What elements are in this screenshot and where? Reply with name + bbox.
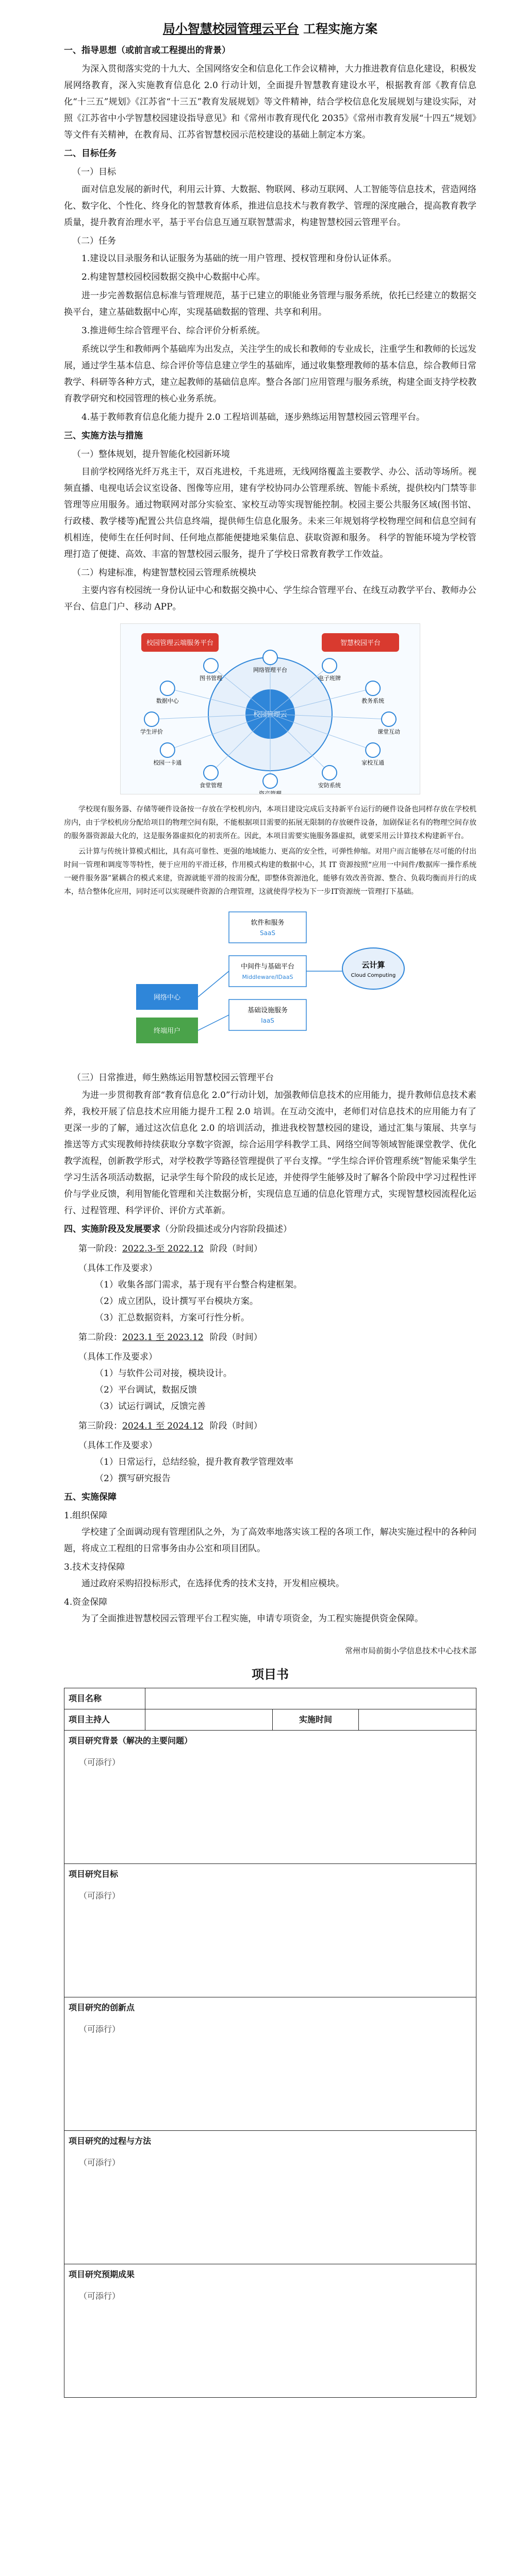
project-section-hint: （可添行） <box>79 2291 121 2301</box>
section-2-heading: 二、目标任务 <box>64 148 117 159</box>
method-c-title: （三）日常推进，师生熟练运用智慧校园云管理平台 <box>72 1073 274 1083</box>
method-b-title: （二）构建标准，构建智慧校园云管理系统模块 <box>72 568 256 578</box>
project-name-row <box>64 1688 476 1709</box>
goal-title: （一）目标 <box>72 167 116 177</box>
phase-task: （1）日常运行，总结经验，提升教育教学管理效率 <box>95 1457 293 1467</box>
left-panel-label: 校园管理云端服务平台 <box>146 639 214 647</box>
phase-note: （具体工作及要求） <box>78 1263 157 1274</box>
phase-task: （3）试运行调试，反馈完善 <box>95 1401 206 1412</box>
node-icon <box>263 650 277 665</box>
phase-task: （2）撰写研究报告 <box>95 1473 171 1484</box>
phase-tasks <box>95 1365 476 1415</box>
guarantee-list <box>64 1507 476 1627</box>
guarantee-body: 学校建了全面调动现有管理团队之外，为了高效率地落实该工程的各项工作，解决实施过程中的各种问题，将成立工程组的日常事务由办公室和项目团队。 <box>64 1527 476 1554</box>
node-label: 安防系统 <box>318 782 341 789</box>
phase-tasks <box>95 1454 476 1487</box>
project-owner-row <box>64 1709 476 1731</box>
node-label: 电子班牌 <box>318 675 341 682</box>
guarantee-body: 为了全面推进智慧校园云管理平台工程实施，申请专项资金，为工程实施提供资金保障。 <box>81 1614 423 1624</box>
section-1-paragraph: 为深入贯彻落实党的十九大、全国网络安全和信息化工作会议精神，大力推进教育信息化建设，积极发展网络教育，深入实施教育信息化 2.0 行动计划，全面提升智慧教育建设水平，根据教育部《教育信息化“十三五”规划》《江苏省“十三五”教育发展规划》等文件精神，结合学校信息化发展规划与建设实际，对照《江苏省中小学智慧校园建设指导意见》和《常州市教育现代化 2035》《常州市教育发展“十四五”规划》等文件有关精神，在教育局、江苏省智慧校园示范校建设的基础上制定本方案。 <box>64 64 476 140</box>
title-rest: 工程实施方案 <box>303 21 378 36</box>
phase-label: 第三阶段： <box>78 1421 122 1431</box>
phase-task: （2）平台调试，数据反馈 <box>95 1385 197 1395</box>
node-icon <box>204 658 218 673</box>
task-3-paragraph: 系统以学生和教师两个基础库为出发点，关注学生的成长和教师的专业成长，注重学生和教师的长远发展，通过学生基本信息、综合评价等信息建立学生的基础库，通过收集整理教师的基本信息，综合教师日常教学、科研等各种方式，建立起教师的基础信息库。整合各部门应用管理与服务系统，构建全面支持学校教育教学研究和校园管理的核心业务系统。 <box>64 344 476 404</box>
iaas-label: 基础设施服务 <box>247 1007 288 1014</box>
phase-note: （具体工作及要求） <box>78 1352 157 1362</box>
cloud-architecture-svg <box>116 907 425 1061</box>
cloud-label: 云计算 <box>361 960 385 970</box>
method-c-paragraph: 为进一步贯彻教育部“教育信息化 2.0”行动计划，加强教师信息技术的应用能力，提升教师信息技术素养，我校开展了信息技术应用能力提升工程 2.0 培训。在互动交流中，老师们对信息技术的应用能力有了更深一步的了解，通过这次信息化 2.0 的培训活动，推进我校智慧校园的建设，通过汇集与策展、共享与推送等方式实现教师持续获取分享数字资源，综合运用学科教学工具、网络空间等领域智能课堂教学、优化教学流程，创新教学形式，对学校教学等路径管理提供了平台支撑。“学生综合评价管理系统”智能采集学生学习生活各项活动数据，记录学生每个阶段的成长足迹，并使得学生能够及时了解各个阶段中学习过程性评价与学业反馈，利用智能化管理和关注数据分析，实现信息互通的信息化管理方式，实现智慧校园流程化运行、过程管理、科学评价、评价方式革新。 <box>64 1090 476 1216</box>
project-section-hint: （可添行） <box>79 2158 121 2167</box>
project-section-row <box>64 2131 476 2264</box>
project-section-row <box>64 1997 476 2131</box>
phase-range: 2023.1 至 2023.12 <box>122 1332 204 1343</box>
phase-suffix: 阶段（时间） <box>209 1421 262 1431</box>
method-a-title: （一）整体规划，提升智能化校园新环境 <box>72 449 230 460</box>
project-section-cell[interactable] <box>64 1997 476 2131</box>
saas-box <box>229 912 306 943</box>
platform-figure-svg <box>121 624 420 794</box>
project-section-row <box>64 2264 476 2398</box>
project-table <box>64 1688 476 2398</box>
iaas-box <box>229 999 306 1030</box>
node-label: 食堂管理 <box>200 782 222 789</box>
project-section-cell[interactable] <box>64 1731 476 1864</box>
node-label: 学生评价 <box>140 728 163 735</box>
phase-range: 2024.1 至 2024.12 <box>122 1421 204 1431</box>
node-icon <box>144 712 159 726</box>
node-label: 校园一卡通 <box>153 759 182 766</box>
project-section-cell[interactable] <box>64 1864 476 1997</box>
iaas-en: IaaS <box>261 1017 274 1024</box>
node-label: 数据中心 <box>156 698 179 704</box>
middleware-box <box>229 956 306 987</box>
section-4-heading-text: 四、实施阶段及发展要求 <box>64 1224 160 1234</box>
cloud-sub: Cloud Computing <box>351 973 396 978</box>
phase-task: （2）成立团队，设计撰写平台模块方案。 <box>95 1296 258 1307</box>
middleware-en: Middleware/IDaaS <box>242 974 293 980</box>
saas-en: SaaS <box>260 929 275 937</box>
section-3-heading: 三、实施方法与措施 <box>64 431 143 441</box>
phase-task: （1）与软件公司对接，模块设计。 <box>95 1368 232 1379</box>
link-client-iaas <box>198 1015 229 1030</box>
node-label: 资产管理 <box>259 790 282 794</box>
document-content <box>64 21 476 2398</box>
section-5-heading: 五、实施保障 <box>64 1492 117 1502</box>
cloud-paragraph: 云计算与传统计算模式相比，具有高可靠性、更强的地域能力、更高的安全性，可弹性伸缩。对用户而言能够在尽可能的付出时间一管理和调度等等特性，便于应用的平滑迁移，作用模式构建的数据中心，其 IT 资源按照“应用一中间件/数据库一操作系统一硬件服务器”紧耦合的模式来建，资源就能平滑的按需分配，即整体资源池化，能够有效改善资源、整合、负载均衡而并行的成本，结合整体化应用，同时还可以实现硬件资源的合理管理，这就使得学校为下一步IT资源统一管理打下基础。 <box>64 848 476 896</box>
node-label: 图书管理 <box>200 675 222 682</box>
cloud-architecture-figure <box>116 907 425 1061</box>
project-owner-value[interactable] <box>145 1709 273 1731</box>
node-icon <box>160 681 175 696</box>
project-title: 项目书 <box>252 1667 289 1682</box>
method-a-paragraph: 目前学校网络光纤万兆主干，双百兆进校，千兆进班，无线网络覆盖主要教学、办公、活动等场所。视频直播、电视电话会议室设备、图像等应用，建有学校协同办公管理系统、智能卡系统，提供校内门禁等非管理等应用服务。通过物联网对部分实验室、家校互动等实现智能控制。校园主要公共服务区域(图书馆、行政楼、教学楼等)配置公共信息终端，提供师生信息化服务。未来三年规划将学校物理空间和信息空间有机相连，使师生在任何时间、任何地点都能便捷地采集信息、获取资源和服务。 科学的智能环境为学校管理打造了便捷、高效、丰富的智慧校园云服务，提升了学校日常教育教学工作效益。 <box>64 467 476 560</box>
phase-tasks <box>95 1277 476 1326</box>
phase-label: 第二阶段： <box>78 1332 122 1343</box>
footer-organization: 常州市局前街小学信息技术中心技术部 <box>344 1646 476 1655</box>
task-1: 1.建设以目录服务和认证服务为基础的统一用户管理、授权管理和身份认证体系。 <box>81 253 397 264</box>
project-sections <box>64 1731 476 2398</box>
task-3: 3.推进师生综合管理平台、综合评价分析系统。 <box>81 326 266 336</box>
phase-task: （1）收集各部门需求，基于现有平台整合构建框架。 <box>95 1280 302 1290</box>
platform-figure <box>120 623 420 794</box>
project-name-label: 项目名称 <box>64 1688 145 1709</box>
guarantee-title: 4.资金保障 <box>64 1597 108 1607</box>
server-paragraph: 学校现有服务器、存储等硬件设备按一存放在学校机房内，本项目建设完成后支持新平台运行的硬件设备也同样存放在学校机房内，由于学校机房分配给项目的物理空间有限，不能根据项目需要的拓展无限制的存放硬件设备，加剧保证名有的物理空间存放的服务器资源最大化的，这是服务器虚拟化的初衷所在。因此，本项目需要实施服务器虚拟，就要采用云计算技术构建新平台。 <box>64 805 476 840</box>
project-section-row <box>64 1864 476 1997</box>
middleware-label: 中间件与基础平台 <box>240 963 295 971</box>
project-time-value[interactable] <box>359 1709 476 1731</box>
project-section-label: 项目研究的过程与方法 <box>69 2136 152 2146</box>
project-section-label: 项目研究背景（解决的主要问题） <box>69 1736 193 1745</box>
phase-suffix: 阶段（时间） <box>209 1244 262 1254</box>
project-section-hint: （可添行） <box>79 2024 121 2034</box>
right-panel-label: 智慧校园平台 <box>340 639 381 647</box>
node-label: 教务系统 <box>361 698 385 704</box>
section-4-heading-note: （分阶段描述或分内容阶段描述） <box>160 1224 292 1234</box>
phase-range: 2022.3-至 2022.12 <box>122 1244 204 1254</box>
project-section-hint: （可添行） <box>79 1891 121 1901</box>
method-b-paragraph: 主要内容有校园统一身份认证中心和数据交换中心、学生综合管理平台、在线互动教学平台、教师办公平台、信息门户、移动 APP。 <box>64 585 476 612</box>
node-label: 课堂互动 <box>377 728 400 735</box>
phase-header <box>78 1418 476 1434</box>
title-unit: 局小智慧校园管理云平台 <box>162 21 299 36</box>
project-section-label: 项目研究目标 <box>69 1869 119 1879</box>
client-bottom-label: 终端用户 <box>153 1027 181 1035</box>
section-1-heading: 一、指导思想（或前言或工程提出的背景） <box>64 45 230 56</box>
project-section-label: 项目研究预期成果 <box>69 2269 135 2279</box>
task-2: 2.构建智慧校园校园数据交换中心数据中心库。 <box>81 272 266 282</box>
phase-task: （3）汇总数据资料，方案可行性分析。 <box>95 1313 250 1323</box>
project-section-row <box>64 1731 476 1864</box>
node-icon <box>366 681 380 696</box>
node-icon <box>204 766 218 780</box>
project-section-cell[interactable] <box>64 2264 476 2398</box>
project-name-value[interactable] <box>145 1688 476 1709</box>
node-icon <box>322 658 337 673</box>
project-section-label: 项目研究的创新点 <box>69 2003 135 2012</box>
task-title: （二）任务 <box>72 236 116 246</box>
client-top-label: 网络中心 <box>153 994 181 1002</box>
task-4: 4.基于教师教育信息化能力提升 2.0 工程培训基础，逐步熟练运用智慧校园云管理平台。 <box>81 412 425 422</box>
task-2-paragraph: 进一步完善数据信息标准与管理规范，基于已建立的职能业务管理与服务系统，依托已经建立的数据交换平台，建立基础数据中心库，实现基础数据的管理、共享和利用。 <box>64 291 476 317</box>
link-client-middleware <box>198 971 229 997</box>
node-icon <box>366 743 380 757</box>
guarantee-title: 3.技术支持保障 <box>64 1562 125 1572</box>
node-icon <box>382 712 396 726</box>
guarantee-title: 1.组织保障 <box>64 1511 108 1521</box>
section-4-heading <box>64 1221 476 1238</box>
project-section-cell[interactable] <box>64 2131 476 2264</box>
phase-list <box>64 1241 476 1487</box>
phase-label: 第一阶段： <box>78 1244 122 1254</box>
phase-suffix: 阶段（时间） <box>209 1332 262 1343</box>
phase-header <box>78 1329 476 1346</box>
phase-note: （具体工作及要求） <box>78 1440 157 1451</box>
phase-header <box>78 1241 476 1257</box>
project-section-hint: （可添行） <box>79 1757 121 1767</box>
saas-label: 软件和服务 <box>251 919 285 927</box>
node-label: 家校互通 <box>361 759 385 766</box>
page-title <box>64 21 476 37</box>
node-group <box>140 650 400 794</box>
node-icon <box>160 743 175 757</box>
node-label: 网络管理平台 <box>253 667 287 673</box>
project-owner-label: 项目主持人 <box>64 1709 145 1731</box>
node-icon <box>263 774 277 788</box>
guarantee-body: 通过政府采购招投标形式，在选择优秀的技术支持，开发相应模块。 <box>81 1579 344 1589</box>
goal-paragraph: 面对信息发展的新时代，利用云计算、大数据、物联网、移动互联网、人工智能等信息技术，营造网络化、数字化、个性化、终身化的智慧教育体系，推进信息技术与教育教学、管理的深度融合，提高教育教学质量，提升教育治理水平，基于平台信息互通互联智慧需求，构建智慧校园云管理平台。 <box>64 184 476 228</box>
node-icon <box>322 766 337 780</box>
project-time-label: 实施时间 <box>273 1709 359 1731</box>
